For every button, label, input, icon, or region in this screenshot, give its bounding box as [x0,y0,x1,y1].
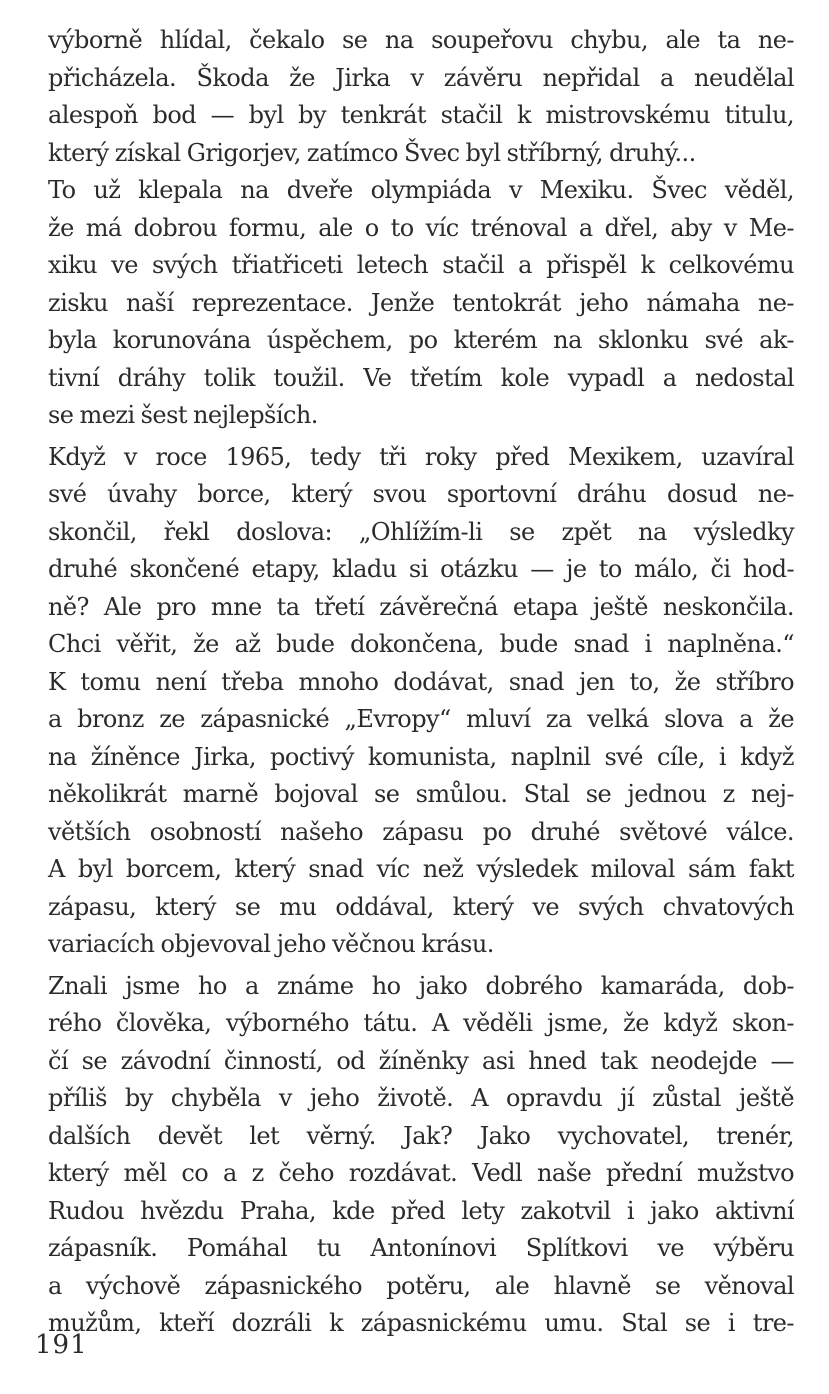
text-line: Znali jsme ho a známe ho jako dobrého kamaráda, dob- [48,971,794,1000]
text-line: variacích objevoval jeho věčnou krásu. [48,930,494,958]
text-line: který získal Grigorjev, zatímco Švec byl stříbrný, druhý... [48,138,696,167]
text-line: přicházela. Škoda že Jirka v závěru nepřidal a neudělal [48,63,794,92]
text-line: ně? Ale pro mne ta třetí závěrečná etapa ještě neskončila. [48,592,794,621]
text-line: rého člověka, výborného tátu. A věděli jsme, že když skon- [48,1009,794,1037]
text-line: čí se závodní činností, od žíněnky asi hned tak neodejde — [48,1046,794,1075]
text-line: zisku naší reprezentace. Jenže tentokrát jeho námaha ne- [48,288,794,317]
page-number: 191 [35,1330,88,1360]
text-line: který měl co a z čeho rozdávat. Vedl naše přední mužstvo [48,1159,794,1187]
text-line: mužům, kteří dozráli k zápasnickému umu. Stal se i tre- [48,1309,794,1337]
paragraph-2 [48,172,794,435]
text-line: a bronz ze zápasnické „Evropy“ mluví za velká slova a že [48,705,794,733]
paragraph-1 [48,22,794,172]
text-line: příliš by chyběla v jeho životě. A opravdu jí zůstal ještě [48,1084,794,1112]
paragraph-3 [48,439,794,964]
paragraph-4 [48,968,794,1343]
text-line: větších osobností našeho zápasu po druhé světové válce. [48,817,794,846]
text-line: zápasu, který se mu oddával, který ve svých chvatových [48,892,794,921]
text-line: několikrát marně bojoval se smůlou. Stal se jednou z nej- [48,780,794,808]
book-page-text [48,22,794,1343]
text-line: Rudou hvězdu Praha, kde před lety zakotvil i jako aktivní [48,1196,794,1225]
text-line: Chci věřit, že až bude dokončena, bude snad i naplněna.“ [48,630,794,658]
text-line: byla korunována úspěchem, po kterém na sklonku své ak- [48,326,794,354]
text-line: K tomu není třeba mnoho dodávat, snad jen to, že stříbro [48,667,794,696]
text-line: skončil, řekl doslova: „Ohlížím-li se zpět na výsledky [48,517,794,546]
text-line: druhé skončené etapy, kladu si otázku — je to málo, či hod- [48,555,794,583]
text-line: xiku ve svých třiatřiceti letech stačil a přispěl k celkovému [48,251,794,279]
text-line: výborně hlídal, čekalo se na soupeřovu chybu, ale ta ne- [48,26,794,54]
text-line: se mezi šest nejlepších. [48,401,318,429]
text-line: tivní dráhy tolik toužil. Ve třetím kole vypadl a nedostal [48,363,794,392]
text-line: na žíněnce Jirka, poctivý komunista, naplnil své cíle, i když [48,742,794,771]
text-line: že má dobrou formu, ale o to víc trénoval a dřel, aby v Me- [48,213,794,242]
text-line: To už klepala na dveře olympiáda v Mexiku. Švec věděl, [48,176,794,204]
text-line: Když v roce 1965, tedy tři roky před Mexikem, uzavíral [48,442,794,471]
text-line: a výchově zápasnického potěru, ale hlavně se věnoval [48,1271,794,1300]
text-line: dalších devět let věrný. Jak? Jako vychovatel, trenér, [48,1121,794,1150]
text-line: A byl borcem, který snad víc než výsledek miloval sám fakt [48,855,794,883]
text-line: alespoň bod — byl by tenkrát stačil k mistrovskému titulu, [48,101,794,129]
text-line: zápasník. Pomáhal tu Antonínovi Splítkovi ve výběru [48,1234,794,1262]
text-line: své úvahy borce, který svou sportovní dráhu dosud ne- [48,480,794,508]
